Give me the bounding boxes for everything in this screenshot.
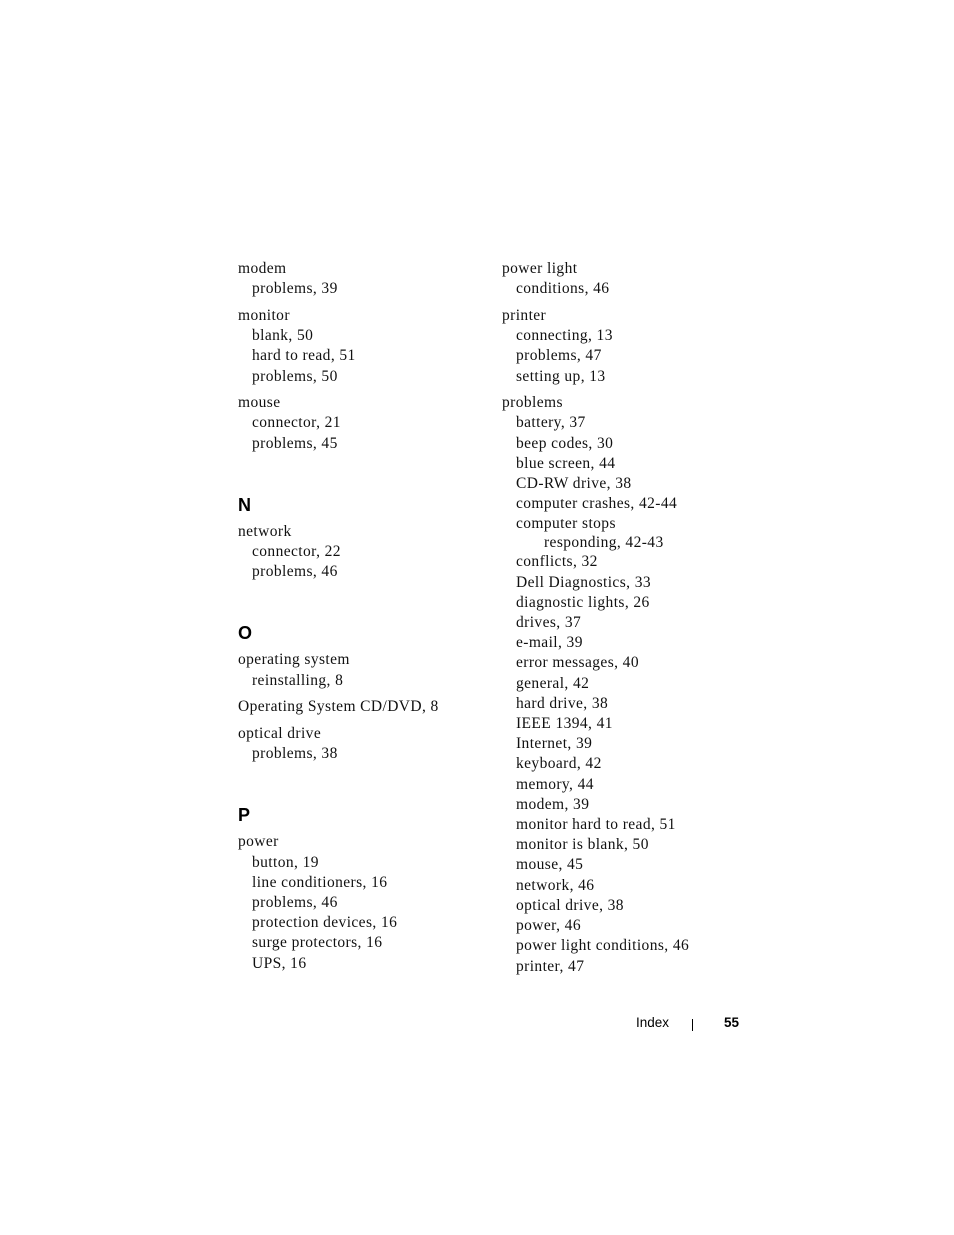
index-subterm: line conditioners, 16 [252, 873, 388, 891]
index-term: power light [502, 260, 578, 277]
index-term: network [238, 522, 292, 540]
index-subterm: conflicts, 32 [516, 553, 598, 571]
index-subterm: error messages, 40 [516, 654, 639, 672]
index-entry-mouse [238, 393, 483, 454]
index-term: mouse [238, 394, 281, 412]
index-subterm: conditions, 46 [516, 280, 610, 298]
index-term: Operating System CD/DVD, 8 [238, 698, 439, 716]
index-subterm: protection devices, 16 [252, 914, 398, 932]
index-subterm: optical drive, 38 [516, 896, 624, 914]
index-subterm: diagnostic lights, 26 [516, 593, 650, 611]
index-subterm: problems, 50 [252, 367, 338, 385]
index-subterm: keyboard, 42 [516, 755, 602, 773]
index-subterm: monitor hard to read, 51 [516, 816, 676, 834]
index-subterm: problems, 46 [252, 894, 338, 912]
index-subterm: monitor is blank, 50 [516, 836, 649, 854]
index-subterm-continuation: responding, 42-43 [544, 534, 664, 552]
footer-divider [692, 1019, 693, 1031]
index-subterm: general, 42 [516, 674, 590, 692]
index-subterm: mouse, 45 [516, 856, 584, 874]
index-column-left [238, 259, 483, 980]
page-footer [0, 1015, 954, 1035]
index-entry-optical-drive [238, 724, 483, 764]
section-letter-n: N [238, 494, 252, 515]
index-subterm: UPS, 16 [252, 954, 307, 972]
index-subterm: problems, 45 [252, 434, 338, 452]
index-subterm: blue screen, 44 [516, 454, 616, 472]
index-subterm: Dell Diagnostics, 33 [516, 573, 651, 591]
index-subterm: computer crashes, 42-44 [516, 495, 678, 513]
section-letter-p: P [238, 805, 251, 826]
index-subterm: hard to read, 51 [252, 347, 356, 365]
page-number: 55 [724, 1015, 740, 1030]
index-entry-monitor [238, 306, 483, 387]
index-subterm: blank, 50 [252, 327, 314, 345]
index-subterm: connecting, 13 [516, 327, 613, 345]
index-entry-operating-system [238, 650, 483, 690]
index-subterm: computer stops [516, 515, 616, 533]
index-term: printer [502, 306, 547, 324]
index-subterm: battery, 37 [516, 414, 586, 432]
index-subterm: power, 46 [516, 917, 581, 935]
index-subterm: memory, 44 [516, 775, 594, 793]
index-entry-modem [238, 259, 483, 299]
index-entry-os-cd [238, 697, 483, 717]
index-column-right [502, 259, 762, 983]
index-subterm: problems, 46 [252, 563, 338, 581]
index-subterm: power light conditions, 46 [516, 937, 690, 955]
index-subterm: problems, 39 [252, 280, 338, 298]
index-subterm: IEEE 1394, 41 [516, 715, 613, 733]
index-entry-power-light [502, 259, 762, 299]
index-subterm: connector, 21 [252, 414, 341, 432]
index-subterm: Internet, 39 [516, 735, 593, 753]
index-subterm: drives, 37 [516, 614, 582, 632]
index-subterm: CD-RW drive, 38 [516, 475, 632, 493]
index-subterm: setting up, 13 [516, 367, 606, 385]
index-entry-problems [502, 393, 762, 976]
index-subterm: modem, 39 [516, 795, 590, 813]
index-subterm: reinstalling, 8 [252, 671, 344, 689]
index-term: modem [238, 260, 287, 277]
index-subterm: problems, 38 [252, 745, 338, 763]
index-subterm: surge protectors, 16 [252, 934, 383, 952]
footer-section-label: Index [636, 1015, 670, 1030]
index-entry-power [238, 832, 483, 973]
index-subterm: e-mail, 39 [516, 634, 583, 652]
section-letter-o: O [238, 623, 253, 644]
index-term: power [238, 833, 279, 851]
index-subterm: connector, 22 [252, 543, 341, 561]
index-subterm: problems, 47 [516, 347, 602, 365]
index-term: problems [502, 394, 563, 412]
index-subterm: network, 46 [516, 876, 595, 894]
index-subterm: button, 19 [252, 853, 319, 871]
index-term: optical drive [238, 725, 322, 743]
index-subterm: hard drive, 38 [516, 694, 609, 712]
index-term: monitor [238, 306, 290, 324]
index-entry-printer [502, 306, 762, 387]
index-subterm: beep codes, 30 [516, 434, 614, 452]
index-term: operating system [238, 651, 350, 669]
index-subterm: printer, 47 [516, 957, 585, 975]
index-entry-network [238, 522, 483, 583]
